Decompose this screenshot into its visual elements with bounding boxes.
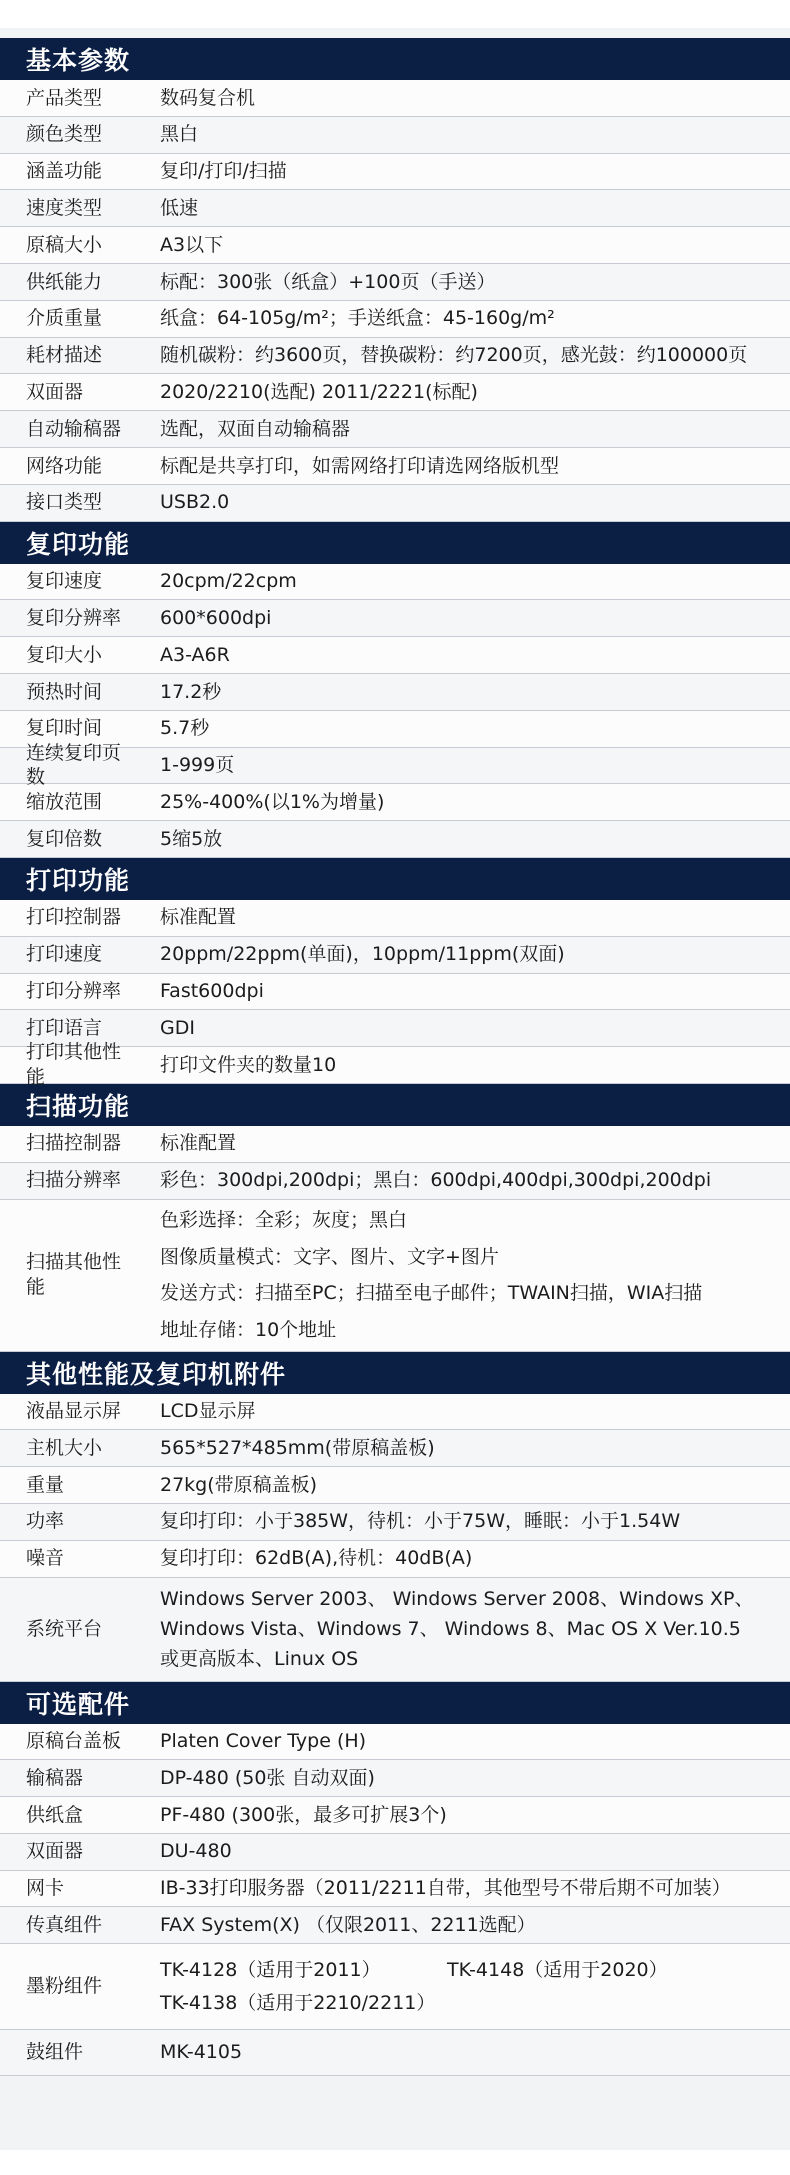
spec-section: [0, 1084, 790, 1352]
spec-row: [0, 1871, 790, 1908]
spec-label: 缩放范围: [26, 790, 103, 813]
spec-value: 25%-400%(以1%为增量): [160, 790, 385, 813]
spec-value-lines: [134, 1584, 790, 1674]
spec-row: [0, 301, 790, 338]
section-header: 复印功能: [0, 522, 790, 564]
spec-row: [0, 338, 790, 375]
spec-row: [0, 900, 790, 937]
section-header: 打印功能: [0, 858, 790, 900]
spec-value-lines: [134, 1954, 790, 2019]
toner-item: TK-4148（适用于2020）: [447, 1959, 668, 1982]
spec-label: 墨粉组件: [26, 1975, 103, 1998]
spec-value: 选配，双面自动输稿器: [160, 417, 351, 440]
spec-value: 复印打印：62dB(A),待机：40dB(A): [160, 1547, 473, 1570]
spec-value: DU-480: [160, 1840, 232, 1863]
spec-row: [0, 784, 790, 821]
spec-value-line: 色彩选择：全彩；灰度；黑白: [160, 1209, 408, 1232]
spec-label: 自动输稿器: [26, 417, 122, 440]
spec-row-toner: [0, 1944, 790, 2030]
spec-label: 液晶显示屏: [26, 1400, 122, 1423]
toner-line: [160, 1954, 790, 1987]
spec-value-line: Windows Vista、Windows 7、 Windows 8、Mac OS X Ver.10.5: [160, 1618, 741, 1640]
spec-row: [0, 600, 790, 637]
spec-value: A3以下: [160, 233, 224, 256]
spec-value: 彩色：300dpi,200dpi；黑白：600dpi,400dpi,300dpi,200dpi: [160, 1169, 712, 1192]
spec-section: [0, 522, 790, 858]
spec-row: [0, 1760, 790, 1797]
spec-value: 标配是共享打印，如需网络打印请选网络版机型: [160, 454, 560, 477]
spec-value: IB-33打印服务器（2011/2211自带，其他型号不带后期不可加装）: [160, 1877, 731, 1900]
spec-label: 主机大小: [26, 1436, 103, 1459]
spec-section: [0, 1352, 790, 1682]
spec-row: [0, 1394, 790, 1431]
spec-value: FAX System(X) （仅限2011、2211选配）: [160, 1914, 536, 1937]
spec-row: [0, 741, 790, 789]
toner-item: TK-4138（适用于2210/2211）: [160, 1991, 436, 2014]
spec-label: 双面器: [26, 380, 84, 403]
spec-value: 复印打印：小于385W，待机：小于75W，睡眠：小于1.54W: [160, 1510, 681, 1533]
spec-label: 耗材描述: [26, 344, 103, 367]
spec-label: 介质重量: [26, 307, 103, 330]
spec-row: [0, 80, 790, 117]
spec-label: 原稿台盖板: [26, 1730, 122, 1753]
spec-label: 网络功能: [26, 454, 103, 477]
spec-value-line: Windows Server 2003、 Windows Server 2008、Windows XP、: [160, 1588, 754, 1610]
section-header: 可选配件: [0, 1682, 790, 1724]
spec-row: [0, 674, 790, 711]
spec-value: 随机碳粉：约3600页，替换碳粉：约7200页，感光鼓：约100000页: [160, 344, 748, 367]
spec-value-lines: [134, 1202, 790, 1348]
spec-label: 复印速度: [26, 570, 103, 593]
section-header: 基本参数: [0, 38, 790, 80]
spec-row: [0, 637, 790, 674]
spec-row: [0, 485, 790, 522]
spec-row: [0, 1163, 790, 1200]
spec-label: 接口类型: [26, 491, 103, 514]
spec-value: USB2.0: [160, 491, 230, 514]
spec-value: 20ppm/22ppm(单面)，10ppm/11ppm(双面): [160, 943, 565, 966]
toner-item: TK-4128（适用于2011）: [160, 1959, 381, 1982]
spec-label: 连续复印页数: [26, 741, 122, 789]
spec-row: [0, 264, 790, 301]
spec-value: 20cpm/22cpm: [160, 570, 297, 593]
spec-label: 复印分辨率: [26, 606, 122, 629]
spec-row: [0, 374, 790, 411]
spec-row: [0, 1834, 790, 1871]
spec-label: 产品类型: [26, 86, 103, 109]
spec-value: GDI: [160, 1016, 195, 1039]
spec-value: 标准配置: [160, 1132, 237, 1155]
spec-row: [0, 1541, 790, 1578]
section-header: 其他性能及复印机附件: [0, 1352, 790, 1394]
spec-label: 打印分辨率: [26, 980, 122, 1003]
spec-label: 预热时间: [26, 680, 103, 703]
spec-label: 系统平台: [26, 1617, 103, 1640]
spec-label: 重量: [26, 1473, 65, 1496]
section-body: [0, 564, 790, 858]
spec-value-line: 或更高版本、Linux OS: [160, 1648, 359, 1670]
spec-value: 低速: [160, 196, 199, 219]
spec-label: 颜色类型: [26, 123, 103, 146]
spec-label: 复印倍数: [26, 827, 103, 850]
spec-value: 5.7秒: [160, 717, 210, 740]
spec-row: [0, 1126, 790, 1163]
spec-row: [0, 1467, 790, 1504]
spec-value: 565*527*485mm(带原稿盖板): [160, 1436, 435, 1459]
toner-line: [160, 1987, 790, 2020]
spec-row: [0, 937, 790, 974]
spec-value: 27kg(带原稿盖板): [160, 1473, 318, 1496]
spec-value: 标配：300张（纸盒）+100页（手送）: [160, 270, 496, 293]
spec-label: 传真组件: [26, 1914, 103, 1937]
spec-label: 扫描其他性能: [26, 1251, 122, 1299]
spec-row-multiline: [0, 1578, 790, 1682]
spec-row: [0, 1797, 790, 1834]
spec-row: [0, 1724, 790, 1761]
spec-row: [0, 564, 790, 601]
spec-row: [0, 1504, 790, 1541]
spec-value: DP-480 (50张 自动双面): [160, 1766, 375, 1789]
spec-label: 输稿器: [26, 1766, 84, 1789]
spec-label: 复印大小: [26, 643, 103, 666]
spec-row: [0, 227, 790, 264]
spec-value: 复印/打印/扫描: [160, 160, 287, 183]
spec-value-line: 图像质量模式：文字、图片、文字+图片: [160, 1245, 499, 1268]
section-body: [0, 1126, 790, 1352]
spec-label: 打印语言: [26, 1016, 103, 1039]
spec-row: [0, 448, 790, 485]
spec-label: 打印其他性能: [26, 1041, 122, 1089]
spec-value: Fast600dpi: [160, 980, 264, 1003]
spec-value: 纸盒：64-105g/m²；手送纸盒：45-160g/m²: [160, 307, 555, 330]
spec-label: 供纸盒: [26, 1803, 84, 1826]
spec-value: 17.2秒: [160, 680, 222, 703]
spec-section: [0, 1682, 790, 2077]
section-body: [0, 80, 790, 522]
spec-value-line: 地址存储：10个地址: [160, 1318, 337, 1341]
spec-label: 涵盖功能: [26, 160, 103, 183]
spec-row: [0, 411, 790, 448]
spec-row-multiline: [0, 1200, 790, 1352]
spec-value: 黑白: [160, 123, 199, 146]
spec-value: LCD显示屏: [160, 1400, 256, 1423]
spec-row: [0, 1430, 790, 1467]
spec-value: 600*600dpi: [160, 606, 272, 629]
spec-row: [0, 1907, 790, 1944]
spec-value: Platen Cover Type (H): [160, 1730, 367, 1753]
spec-row: [0, 974, 790, 1011]
spec-row: [0, 1041, 790, 1089]
spec-label: 复印时间: [26, 717, 103, 740]
spec-value-line: 发送方式：扫描至PC；扫描至电子邮件；TWAIN扫描，WIA扫描: [160, 1282, 703, 1305]
spec-section: [0, 858, 790, 1089]
spec-value: PF-480 (300张，最多可扩展3个): [160, 1803, 447, 1826]
spec-label: 鼓组件: [26, 2041, 84, 2064]
spec-label: 扫描控制器: [26, 1132, 122, 1155]
spec-label: 噪音: [26, 1547, 65, 1570]
spec-value: MK-4105: [160, 2041, 243, 2064]
spec-value: 数码复合机: [160, 86, 256, 109]
spec-label: 打印速度: [26, 943, 103, 966]
spec-row: [0, 821, 790, 858]
spec-value: 标准配置: [160, 906, 237, 929]
spec-value: A3-A6R: [160, 643, 230, 666]
section-body: [0, 1394, 790, 1682]
bottom-margin: [0, 2150, 790, 2175]
spec-label: 网卡: [26, 1877, 65, 1900]
spec-value: 打印文件夹的数量10: [160, 1053, 337, 1076]
spec-row: [0, 117, 790, 154]
spec-section: [0, 38, 790, 522]
section-body: [0, 900, 790, 1089]
spec-value: 1-999页: [160, 754, 235, 777]
spec-value: 5缩5放: [160, 827, 223, 850]
spec-label: 速度类型: [26, 196, 103, 219]
spec-value: 2020/2210(选配) 2011/2221(标配): [160, 380, 478, 403]
section-header: 扫描功能: [0, 1084, 790, 1126]
spec-row: [0, 2030, 790, 2076]
spec-row: [0, 190, 790, 227]
spec-sheet: [0, 38, 790, 2076]
spec-label: 打印控制器: [26, 906, 122, 929]
spec-label: 扫描分辨率: [26, 1169, 122, 1192]
spec-label: 功率: [26, 1510, 65, 1533]
spec-label: 供纸能力: [26, 270, 103, 293]
spec-row: [0, 154, 790, 191]
spec-label: 原稿大小: [26, 233, 103, 256]
spec-label: 双面器: [26, 1840, 84, 1863]
section-body: [0, 1724, 790, 2077]
